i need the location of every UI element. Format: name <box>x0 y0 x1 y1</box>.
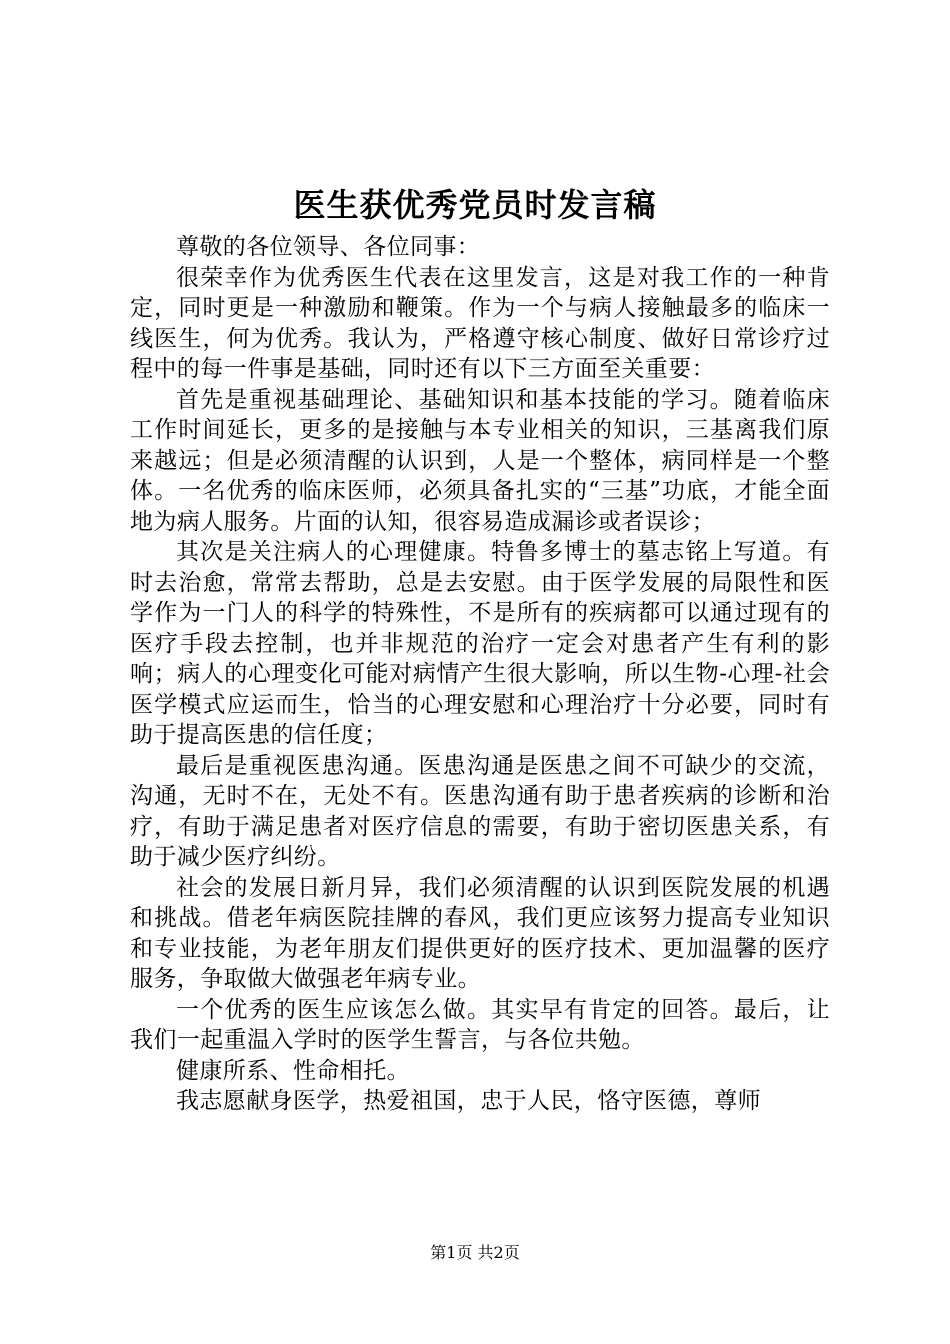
paragraph-oath-line-1: 健康所系、性命相托。 <box>176 1057 410 1084</box>
paragraph-first-point: 首先是重视基础理论、基础知识和基本技能的学习。随着临床工作时间延长，更多的是接触与本专业相关的知识，三基离我们原来越远；但是必须清醒的认识到，人是一个整体，病同样是一个整体。一名优秀的临床医师，必须具备扎实的“三基”功底，才能全面地为病人服务。片面的认知，很容易造成漏诊或者误诊； <box>130 386 830 535</box>
document-body <box>130 232 830 1117</box>
paragraph-intro: 很荣幸作为优秀医生代表在这里发言，这是对我工作的一种肯定，同时更是一种激励和鞭策。作为一个与病人接触最多的临床一线医生，何为优秀。我认为，严格遵守核心制度、做好日常诊疗过程中的每一件事是基础，同时还有以下三方面至关重要： <box>130 264 830 382</box>
paragraph-salutation: 尊敬的各位领导、各位同事： <box>176 234 481 260</box>
page-footer: 第1页 共2页 <box>430 1243 520 1262</box>
paragraph-second-point: 其次是关注病人的心理健康。特鲁多博士的墓志铭上写道。有时去治愈，常常去帮助，总是去安慰。由于医学发展的局限性和医学作为一门人的科学的特殊性，不是所有的疾病都可以通过现有的医疗手段去控制，也并非规范的治疗一定会对患者产生有利的影响；病人的心理变化可能对病情产生很大影响，所以生物-心理-社会医学模式应运而生，恰当的心理安慰和心理治疗十分必要，同时有助于提高医患的信任度； <box>130 539 830 748</box>
page-title: 医生获优秀党员时发言稿 <box>293 186 657 224</box>
paragraph-conclusion: 一个优秀的医生应该怎么做。其实早有肯定的回答。最后，让我们一起重温入学时的医学生誓言，与各位共勉。 <box>130 996 830 1053</box>
paragraph-oath-line-2: 我志愿献身医学，热爱祖国，忠于人民，恪守医德，尊师 <box>176 1088 761 1114</box>
paragraph-third-point: 最后是重视医患沟通。医患沟通是医患之间不可缺少的交流，沟通，无时不在，无处不有。医患沟通有助于患者疾病的诊断和治疗，有助于满足患者对医疗信息的需要，有助于密切医患关系，有助于减少医疗纠纷。 <box>130 752 830 870</box>
paragraph-development: 社会的发展日新月异，我们必须清醒的认识到医院发展的机遇和挑战。借老年病医院挂牌的春风，我们更应该努力提高专业知识和专业技能，为老年朋友们提供更好的医疗技术、更加温馨的医疗服务，争取做大做强老年病专业。 <box>130 874 830 992</box>
